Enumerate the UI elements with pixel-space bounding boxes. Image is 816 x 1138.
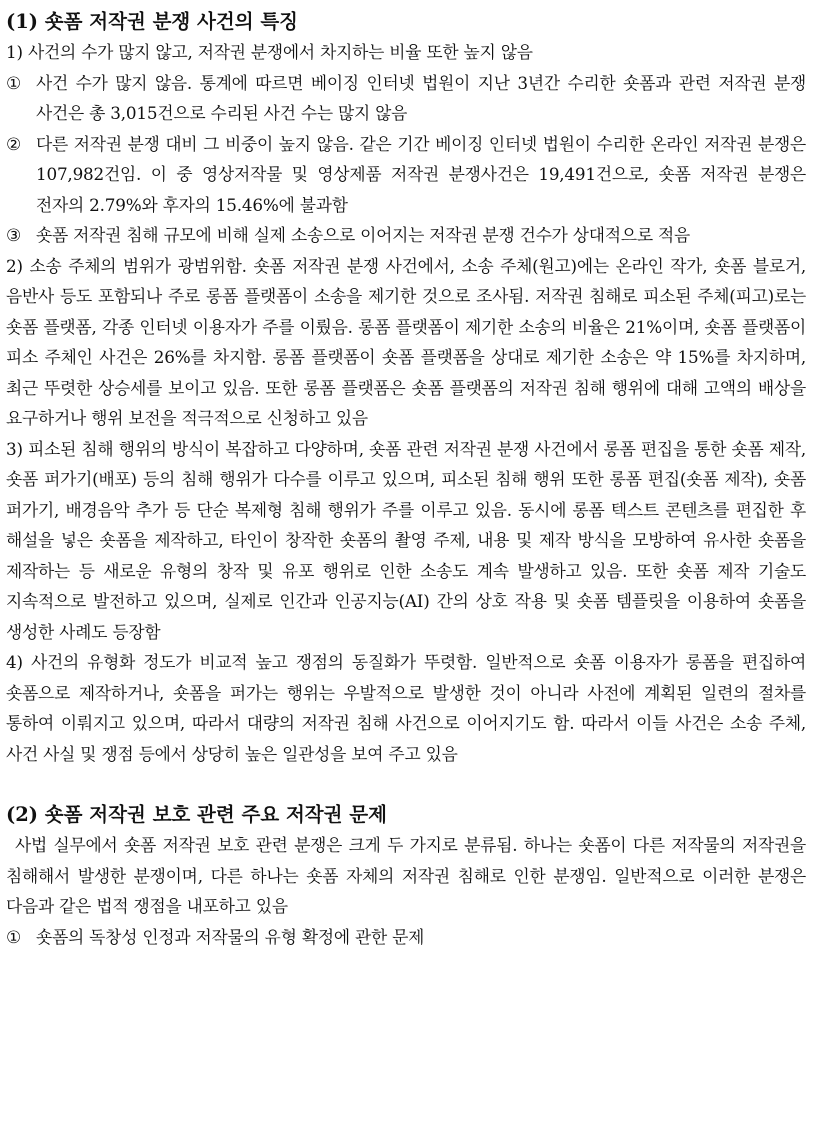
section-1-paragraph-3: 3) 피소된 침해 행위의 방식이 복잡하고 다양하며, 숏폼 관련 저작권 분쟁 사건에서 롱폼 편집을 통한 숏폼 제작, 숏폼 퍼가기(배포) 등의 침해 행위가 다수를 이루고 있으며, 피소된 침해 행위 또한 롱폼 편집(숏폼 제작), 숏폼 퍼가기, 배경음악 추가 등 단순 복제형 침해 행위가 주를 이루고 있음. 동시에 롱폼 텍스트 콘텐츠를 편집한 후 해설을 넣은 숏폼을 제작하고, 타인이 창작한 숏폼의 촬영 주제, 내용 및 제작 방식을 모방하여 유사한 숏폼을 제작하는 등 새로운 유형의 창작 및 유포 행위로 인한 소송도 계속 발생하고 있음. 또한 숏폼 제작 기술도 지속적으로 발전하고 있으며, 실제로 인간과 인공지능(AI) 간의 상호 작용 및 숏폼 템플릿을 이용하여 숏폼을 생성한 사례도 등장함	[6, 438, 806, 642]
section-1-heading: (1) 숏폼 저작권 분쟁 사건의 특징	[6, 10, 299, 33]
section-2-heading: (2) 숏폼 저작권 보호 관련 주요 저작권 문제	[6, 803, 387, 826]
list-item-text: 숏폼 저작권 침해 규모에 비해 실제 소송으로 이어지는 저작권 분쟁 건수가 상대적으로 적음	[36, 225, 691, 245]
list-item-text: 사건 수가 많지 않음. 통계에 따르면 베이징 인터넷 법원이 지난 3년간 수리한 숏폼과 관련 저작권 분쟁 사건은 총 3,015건으로 수리된 사건 수는 많지 않음	[36, 72, 806, 123]
list-item-number: ②	[6, 133, 21, 154]
section-1-paragraph-2: 2) 소송 주체의 범위가 광범위함. 숏폼 저작권 분쟁 사건에서, 소송 주체(원고)에는 온라인 작가, 숏폼 블로거, 음반사 등도 포함되나 주로 롱폼 플랫폼이 소송을 제기한 것으로 조사됨. 저작권 침해로 피소된 주체(피고)로는 숏폼 플랫폼, 각종 인터넷 이용자가 주를 이뤘음. 롱폼 플랫폼이 제기한 소송의 비율은 21%이며, 숏폼 플랫폼이 피소 주체인 사건은 26%를 차지함. 롱폼 플랫폼이 숏폼 플랫폼을 상대로 제기한 소송은 약 15%를 차지하며, 최근 뚜렷한 상승세를 보이고 있음. 또한 롱폼 플랫폼은 숏폼 플랫폼의 저작권 침해 행위에 대해 고액의 배상을 요구하거나 행위 보전을 적극적으로 신청하고 있음	[6, 255, 806, 428]
list-item-text: 숏폼의 독창성 인정과 저작물의 유형 확정에 관한 문제	[36, 926, 425, 947]
section-1-paragraph-4: 4) 사건의 유형화 정도가 비교적 높고 쟁점의 동질화가 뚜렷함. 일반적으로 숏폼 이용자가 롱폼을 편집하여 숏폼으로 제작하거나, 숏폼을 퍼가는 행위는 우발적으로 발생한 것이 아니라 사전에 계획된 일련의 절차를 통하여 이뤄지고 있으며, 따라서 대량의 저작권 침해 사건으로 이어지기도 함. 따라서 이들 사건은 소송 주체, 사건 사실 및 쟁점 등에서 상당히 높은 일관성을 보여 주고 있음	[6, 652, 806, 764]
list-item	[6, 68, 806, 129]
document-page	[6, 6, 806, 952]
section-2-paragraph-1: 사법 실무에서 숏폼 저작권 보호 관련 분쟁은 크게 두 가지로 분류됨. 하나는 숏폼이 다른 저작물의 저작권을 침해해서 발생한 분쟁이며, 다른 하나는 숏폼 자체의 저작권 침해로 인한 분쟁임. 일반적으로 이러한 분쟁은 다음과 같은 법적 쟁점을 내포하고 있음	[6, 835, 806, 916]
section-spacer	[6, 769, 806, 799]
list-item-text: 다른 저작권 분쟁 대비 그 비중이 높지 않음. 같은 기간 베이징 인터넷 법원이 수리한 온라인 저작권 분쟁은 107,982건임. 이 중 영상저작물 및 영상제품 저작권 분쟁사건은 19,491건으로, 숏폼 저작권 분쟁은 전자의 2.79%와 후자의 15.46%에 불과함	[36, 133, 806, 215]
list-item-number: ③	[6, 225, 21, 245]
list-item-number: ①	[6, 926, 21, 947]
list-item-number: ①	[6, 72, 21, 93]
list-item	[6, 922, 806, 953]
section-1-paragraph-1: 1) 사건의 수가 많지 않고, 저작권 분쟁에서 차지하는 비율 또한 높지 않음	[6, 42, 533, 62]
list-item	[6, 129, 806, 221]
list-item	[6, 220, 806, 251]
